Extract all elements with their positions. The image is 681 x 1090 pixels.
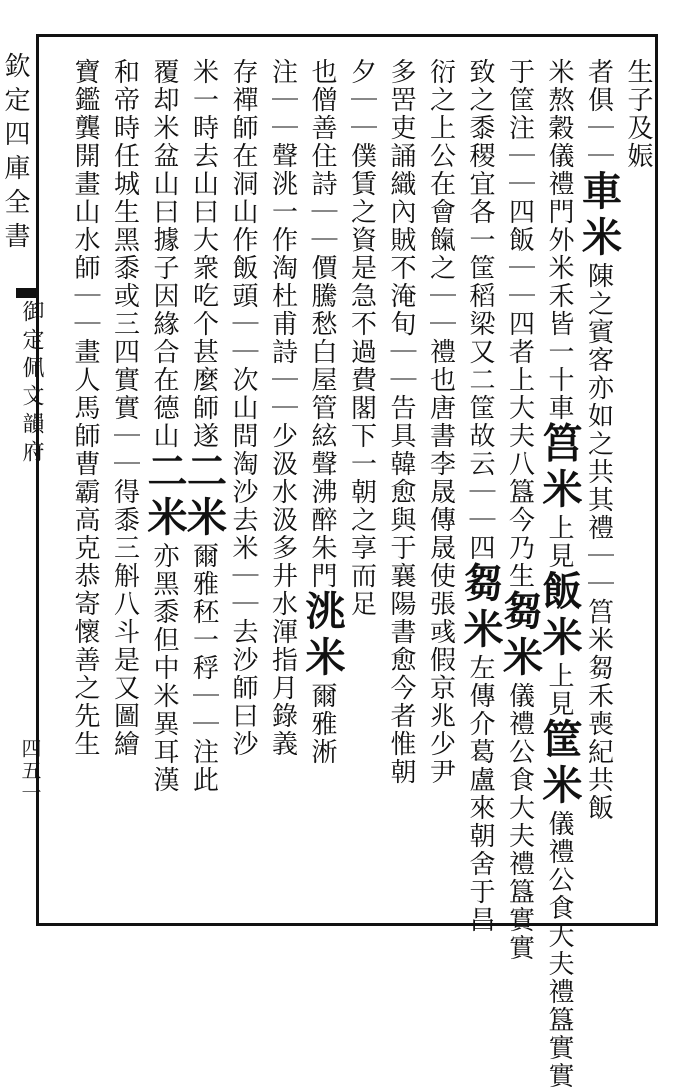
fishtail-mark <box>16 288 38 298</box>
text-column <box>575 58 623 822</box>
book-title: 欽定四庫全書 <box>0 52 30 256</box>
entry-text: 米熬穀儀禮門外米禾皆一十車 <box>544 58 574 422</box>
text-column <box>109 58 140 758</box>
entry-text: 夕｜｜僕賃之資是急不過費閣下一朝之享而足 <box>346 58 377 618</box>
entry-text: 上見 <box>544 662 574 718</box>
entry-text: 左傳介葛盧來朝舍于昌 <box>465 654 495 934</box>
text-column <box>622 58 653 170</box>
text-column <box>69 58 100 758</box>
text-column <box>425 58 456 786</box>
entry-text: 爾雅秠一稃｜｜注此 <box>188 542 219 794</box>
top-rule <box>36 34 658 37</box>
text-column <box>141 58 188 794</box>
text-column <box>346 58 377 618</box>
entry-text: 上見 <box>544 514 574 570</box>
entry-heading: 二米 <box>141 450 188 542</box>
entry-heading: 筥米 <box>536 422 583 514</box>
entry-text: 飯 <box>504 226 535 254</box>
entry-text: 陳之賓客亦如之共其禮｜｜筥米芻禾喪紀共飯 <box>583 262 614 822</box>
entry-text: 多罟吏誦織內賊不淹旬｜｜告具韓愈與于襄陽書愈今者惟朝 <box>386 58 416 786</box>
text-column <box>536 58 583 1090</box>
book-subtitle: 御定佩文韻府 <box>19 300 44 468</box>
text-column <box>457 58 504 934</box>
entry-heading: 車米 <box>575 170 623 262</box>
entry-text: 生子及娠 <box>623 58 653 170</box>
entry-text: 于筐注｜｜四 <box>504 58 535 226</box>
entry-heading: 芻米 <box>457 562 504 654</box>
entry-text: ｜｜四者上大夫八簋今乃生 <box>504 254 535 590</box>
entry-text: 亦黑黍但中米異耳漢 <box>149 542 179 794</box>
entry-heading: 飯米 <box>536 570 583 662</box>
entry-heading: 筐米 <box>536 718 583 810</box>
page-number: 四五一 <box>18 738 42 804</box>
text-column <box>385 58 416 786</box>
entry-text: 儀禮公食大夫禮簋實實 <box>544 810 574 1090</box>
entry-text: 寶鑑龔開畫山水師｜｜畫人馬師曹霸高克恭寄懷善之先生 <box>70 58 100 758</box>
entry-text: 注｜｜聲洮一作淘杜甫詩｜｜少汲水汲多井水渾指月錄義 <box>267 58 298 758</box>
entry-text: 者俱｜｜ <box>583 58 614 170</box>
entry-heading: 洮米 <box>299 590 346 682</box>
entry-text: 爾雅淅 <box>307 682 337 766</box>
text-column <box>267 58 298 758</box>
entry-text: 儀禮公食大夫禮簋實實 <box>504 682 535 962</box>
text-column <box>299 58 346 766</box>
entry-heading: 二米 <box>180 450 228 542</box>
entry-heading: 芻米 <box>496 590 544 682</box>
entry-text: 存禪師在洞山作飯頭｜｜次山問淘沙去米｜｜去沙師曰沙 <box>228 58 258 758</box>
entry-text: 覆却米盆山曰據子因緣合在德山 <box>149 58 179 450</box>
text-column <box>496 58 544 962</box>
entry-text: 致之黍稷宜各一筐稻梁又二筐故云｜｜四 <box>465 58 495 562</box>
text-column <box>227 58 258 758</box>
entry-text: 和帝時任城生黑黍或三四實實｜｜得黍三斛八斗是又圖繪 <box>109 58 140 758</box>
entry-text: 也僧善住詩｜｜價騰愁白屋管絃聲沸醉朱門 <box>307 58 337 590</box>
entry-text: 米一時去山曰大衆吃个甚麼師遂 <box>188 58 219 450</box>
entry-text: 衍之上公在會餼之｜｜禮也唐書李晟傳晟使張彧假京兆少尹 <box>425 58 456 786</box>
text-column <box>180 58 228 794</box>
